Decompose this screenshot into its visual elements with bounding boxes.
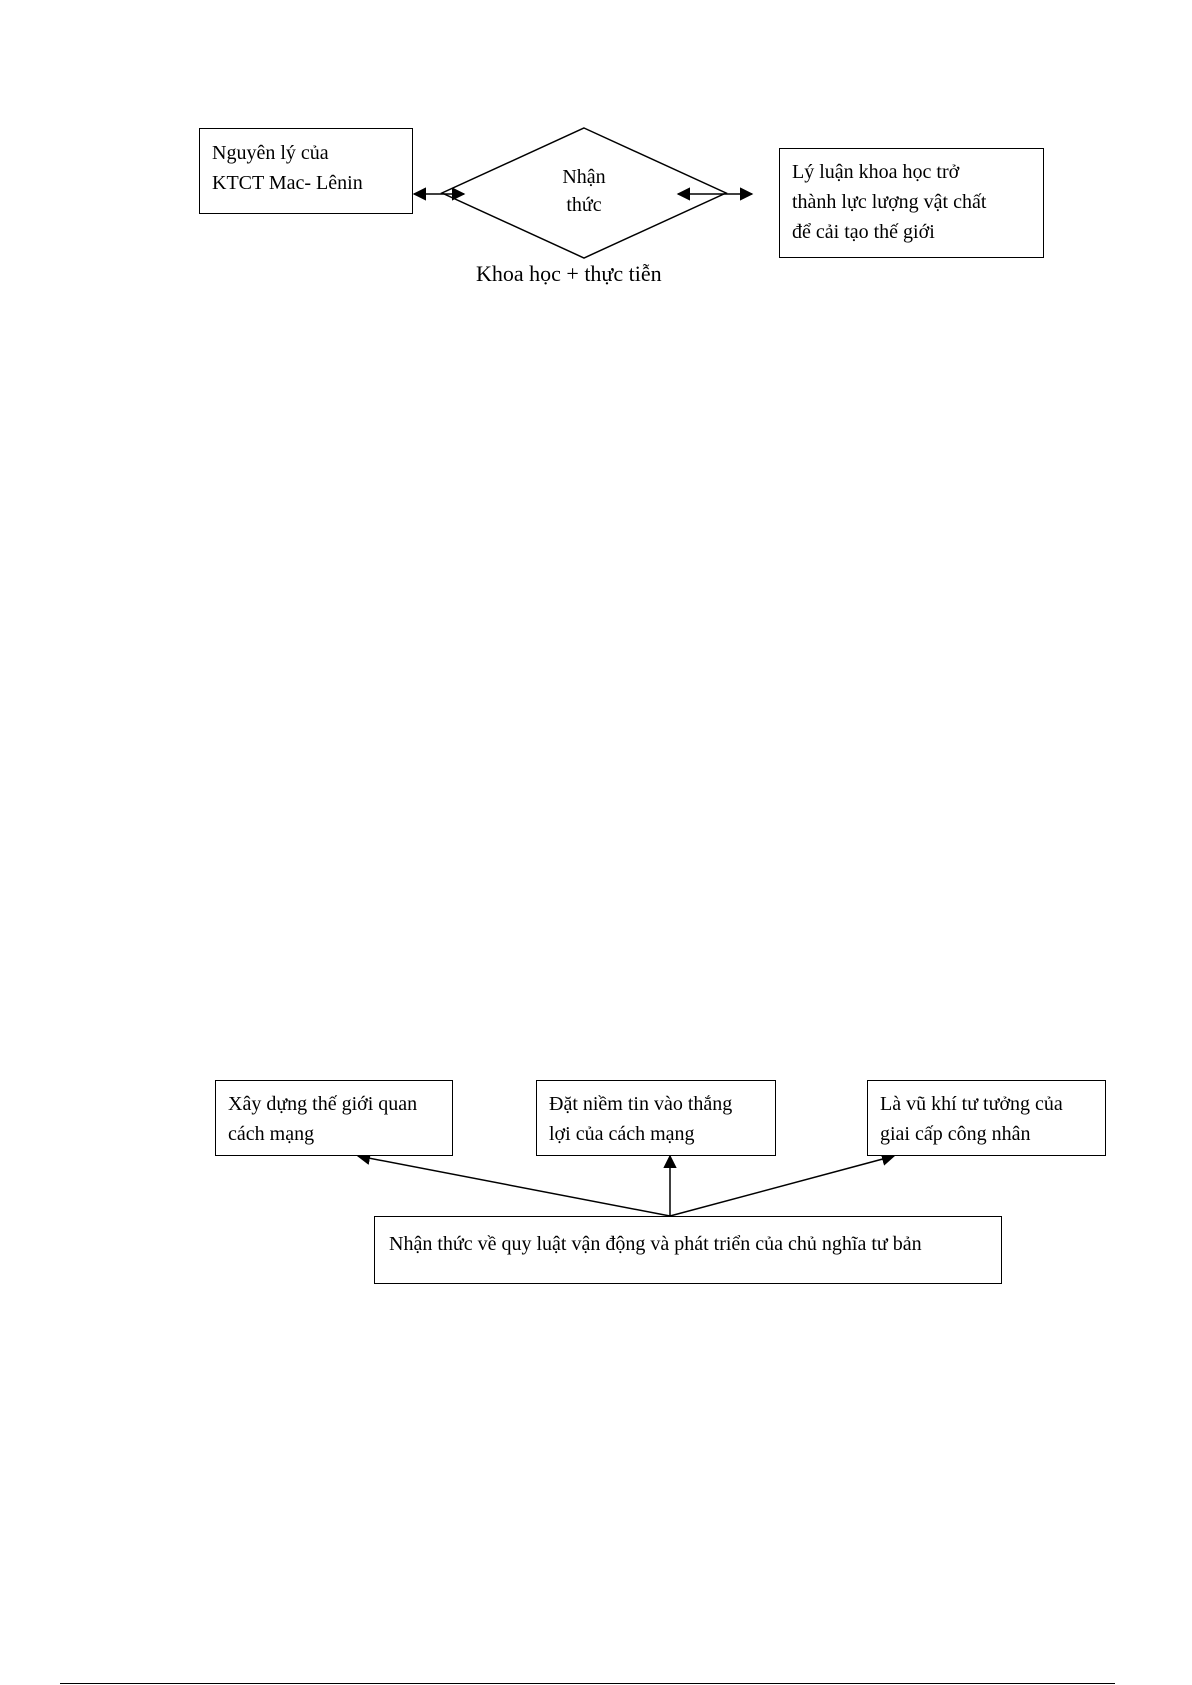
worldview-box xyxy=(215,1080,453,1156)
worldview-line-1: Xây dựng thế giới quan xyxy=(228,1093,418,1115)
faith-line-1: Đặt niềm tin vào thắng xyxy=(549,1093,733,1115)
worldview-line-2: cách mạng xyxy=(228,1123,315,1145)
theory-line-1: Lý luận khoa học trở xyxy=(792,161,960,183)
principle-box xyxy=(199,128,413,214)
faith-box xyxy=(536,1080,776,1156)
weapon-line-2: giai cấp công nhân xyxy=(880,1123,1031,1145)
arrow-to-right-box xyxy=(670,1156,894,1216)
arrow-to-left-box xyxy=(358,1156,670,1216)
principle-line-2: KTCT Mac- Lênin xyxy=(212,172,363,194)
page-bottom-rule xyxy=(60,1683,1115,1684)
cognition-line-2: thức xyxy=(566,194,602,216)
theory-box xyxy=(779,148,1044,258)
cognition-line-1: Nhận xyxy=(562,166,606,188)
theory-line-2: thành lực lượng vật chất xyxy=(792,191,987,213)
weapon-box xyxy=(867,1080,1106,1156)
principle-line-1: Nguyên lý của xyxy=(212,142,329,164)
cognition-diamond-text xyxy=(534,163,634,219)
theory-line-3: để cải tạo thế giới xyxy=(792,221,935,243)
faith-line-2: lợi của cách mạng xyxy=(549,1123,695,1145)
weapon-line-1: Là vũ khí tư tưởng của xyxy=(880,1093,1063,1115)
capitalism-awareness-box xyxy=(374,1216,1002,1284)
capitalism-awareness-text: Nhận thức về quy luật vận động và phát triển của chủ nghĩa tư bản xyxy=(389,1233,922,1255)
science-practice-caption: Khoa học + thực tiễn xyxy=(476,261,662,286)
